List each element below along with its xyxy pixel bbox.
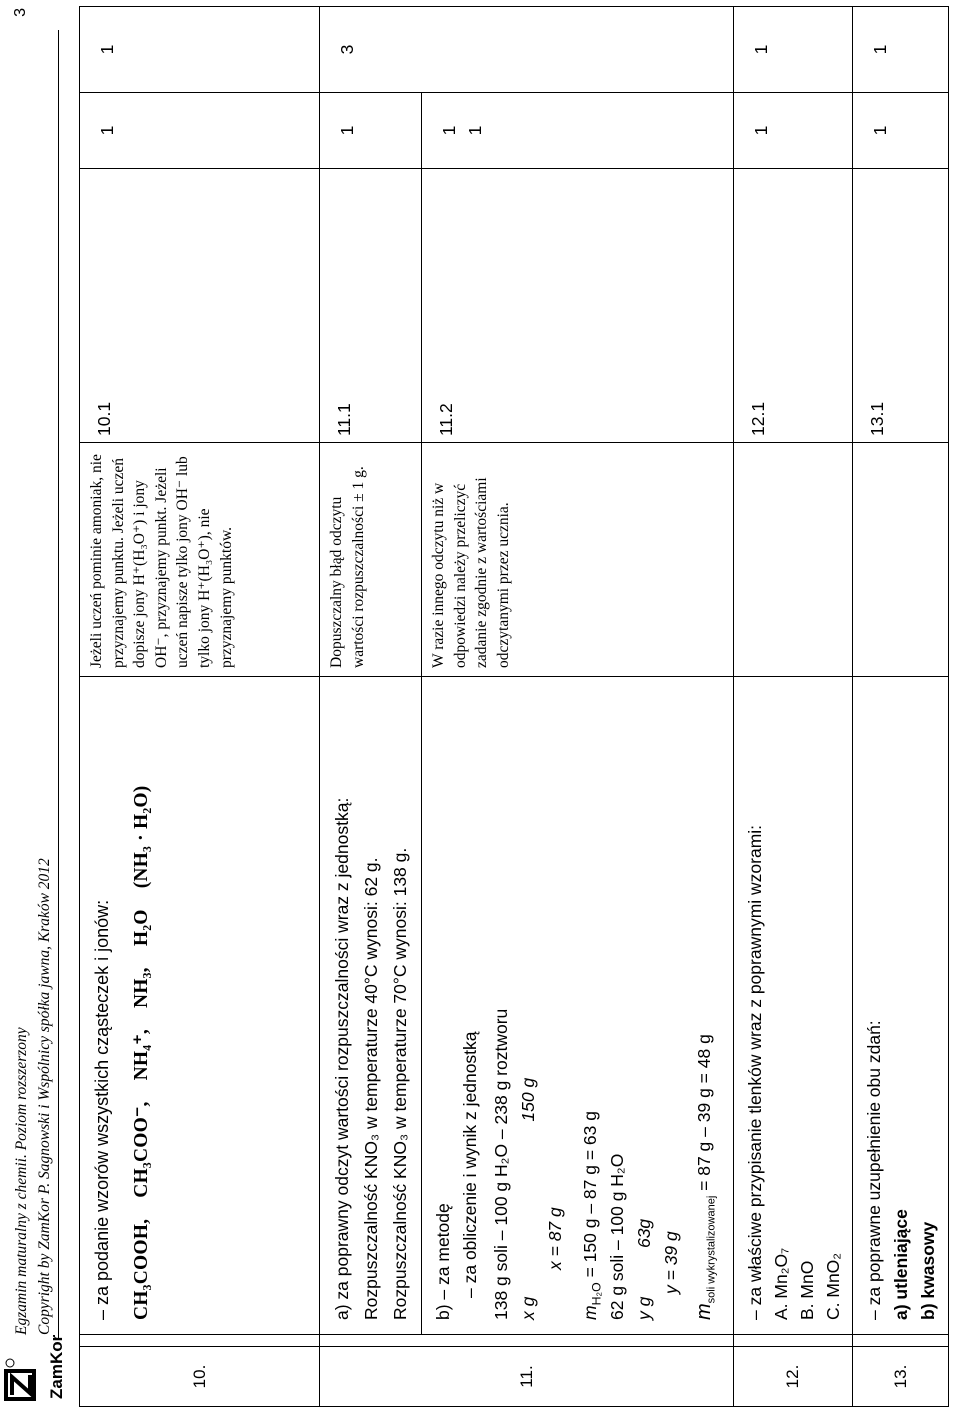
- calc-result: x = 87 g: [545, 1207, 565, 1270]
- task-13-row: [853, 7, 949, 1407]
- oxide-b: B. MnO: [797, 1260, 817, 1320]
- criterion-text: a) za poprawny odczyt wartości rozpuszczalności wraz z jednostką:: [332, 797, 352, 1320]
- task-total-points: [80, 7, 320, 93]
- task-11a-row: [320, 7, 422, 1407]
- points-value: 1: [439, 125, 459, 136]
- page-header: [0, 0, 70, 1413]
- header-rule: [58, 30, 59, 1339]
- page-number: 3: [12, 8, 29, 17]
- oxide-a: A. Mn₂O₇: [771, 1247, 791, 1320]
- task-12-note: [734, 443, 853, 677]
- solubility-70: Rozpuszczalność KNO₃ w temperaturze 70°C wynosi: 138 g.: [390, 847, 410, 1320]
- answer-a: a) utleniające: [891, 1209, 911, 1320]
- subtask-id: 10.1: [80, 169, 320, 443]
- task-total-points: [853, 7, 949, 93]
- logo-wordmark: ZamKor: [47, 1334, 66, 1399]
- subtask-id: 11.2: [422, 169, 734, 443]
- subtask-points: [320, 93, 422, 169]
- criterion-text: – za właściwe przypisanie tlenków wraz z poprawnymi wzorami:: [745, 824, 765, 1320]
- task-11a-note: Dopuszczalny błąd odczytu wartości rozpuszczalności ± 1 g.: [320, 443, 422, 677]
- spacer-cell: [734, 1335, 853, 1347]
- subtask-points: [422, 93, 734, 169]
- copyright-line: Copyright by ZamKor P. Sagnowski i Wspólnicy spółka jawna, Kraków 2012: [36, 858, 53, 1335]
- task-number: 12.: [734, 1347, 853, 1407]
- mass-subscript: H₂O: [589, 1282, 604, 1306]
- task-total-points: [320, 7, 734, 93]
- calc-final-line: [691, 687, 718, 1320]
- total-value: 3: [337, 44, 357, 55]
- formula-water: H₂O: [131, 909, 152, 947]
- zamkor-logo-icon: [4, 1355, 50, 1405]
- task-number: 11.: [320, 1347, 734, 1407]
- criterion-text: – za poprawne uzupełnienie obu zdań:: [864, 1020, 884, 1320]
- points-value: 1: [751, 125, 771, 136]
- criterion-text: – za podanie wzorów wszystkich cząsteczek i jonów:: [92, 899, 112, 1320]
- task-11b-note: W razie innego odczytu niż w odpowiedzi należy przeliczyć zadanie zgodnie z wartościami odczytanymi przez ucznia.: [422, 443, 734, 677]
- calc-line: [577, 687, 604, 1320]
- subtask-points: [734, 93, 853, 169]
- zamkor-logo: [4, 1334, 66, 1405]
- task-10-note: Jeżeli uczeń pominie amoniak, nie przyznajemy punktu. Jeżeli uczeń dopisze jony H⁺(H₃O⁺) i jony OH⁻, przyznajemy punkt. Jeżeli uczeń napisze tylko jony OH⁻ lub tylko jony H⁺(H₃O⁺), nie przyznajemy punktów.: [80, 443, 320, 677]
- calc-line: 138 g soli – 100 g H₂O – 238 g roztworu: [491, 1008, 511, 1320]
- mass-symbol: m: [580, 1305, 600, 1320]
- spacer-cell: [80, 1335, 320, 1347]
- task-12-row: [734, 7, 853, 1407]
- total-value: 1: [97, 44, 117, 55]
- answer-key-table: [79, 6, 949, 1407]
- calc-line: 62 g soli – 100 g H₂O: [607, 1153, 627, 1320]
- solubility-40: Rozpuszczalność KNO₃ w temperaturze 40°C wynosi: 62 g.: [361, 857, 381, 1320]
- task-11a-criteria: [320, 677, 422, 1335]
- oxide-c: C. MnO₂: [823, 1252, 843, 1320]
- spacer-cell: [853, 1335, 949, 1347]
- calc-line: y g 63g: [634, 1218, 654, 1320]
- formula-line: [127, 687, 156, 1320]
- task-number: 13.: [853, 1347, 949, 1407]
- task-11b-criteria: [422, 677, 734, 1335]
- formula-ammonium-ion: NH₄⁺,: [131, 1029, 152, 1081]
- subtask-points: [853, 93, 949, 169]
- mass-symbol: m: [693, 1303, 715, 1320]
- subtask-points: [80, 93, 320, 169]
- points-value: 1: [465, 125, 485, 136]
- points-value: 1: [870, 125, 890, 136]
- task-13-note: [853, 443, 949, 677]
- task-12-criteria: [734, 677, 853, 1335]
- formula-ammonia-hydrate: (NH₃ · H₂O): [131, 785, 152, 889]
- answer-b: b) kwasowy: [918, 1221, 938, 1320]
- mass-subscript: soli wykrystalizowanej: [705, 1195, 718, 1304]
- formula-acetic-acid: CH₃COOH,: [131, 1218, 152, 1320]
- task-number: 10.: [80, 1347, 320, 1407]
- total-value: 1: [751, 44, 771, 55]
- points-value: 1: [337, 125, 357, 136]
- subtask-id: 12.1: [734, 169, 853, 443]
- subtask-id: 13.1: [853, 169, 949, 443]
- formula-acetate-ion: CH₃COO⁻,: [131, 1101, 152, 1198]
- calc-line: x g 150 g: [518, 1077, 538, 1320]
- points-value: 1: [97, 125, 117, 136]
- task-10-criteria: [80, 677, 320, 1335]
- spacer-cell: [320, 1335, 734, 1347]
- task-11b-row: [422, 7, 734, 1407]
- crystallized-mass-calc: = 87 g – 39 g = 48 g: [694, 1034, 714, 1191]
- criterion-calculation: – za obliczenie i wynik z jednostką: [460, 1031, 480, 1298]
- water-mass-calc: = 150 g – 87 g = 63 g: [580, 1111, 600, 1278]
- exam-title: Egzamin maturalny z chemii. Poziom rozszerzony: [13, 1027, 30, 1335]
- task-10-row: [80, 7, 320, 1407]
- formula-ammonia: NH₃,: [131, 967, 152, 1009]
- subtask-id: 11.1: [320, 169, 422, 443]
- task-13-criteria: [853, 677, 949, 1335]
- task-total-points: [734, 7, 853, 93]
- total-value: 1: [870, 44, 890, 55]
- calc-result: y = 39 g: [661, 1231, 681, 1294]
- criterion-method: b) – za metodę: [433, 1203, 453, 1320]
